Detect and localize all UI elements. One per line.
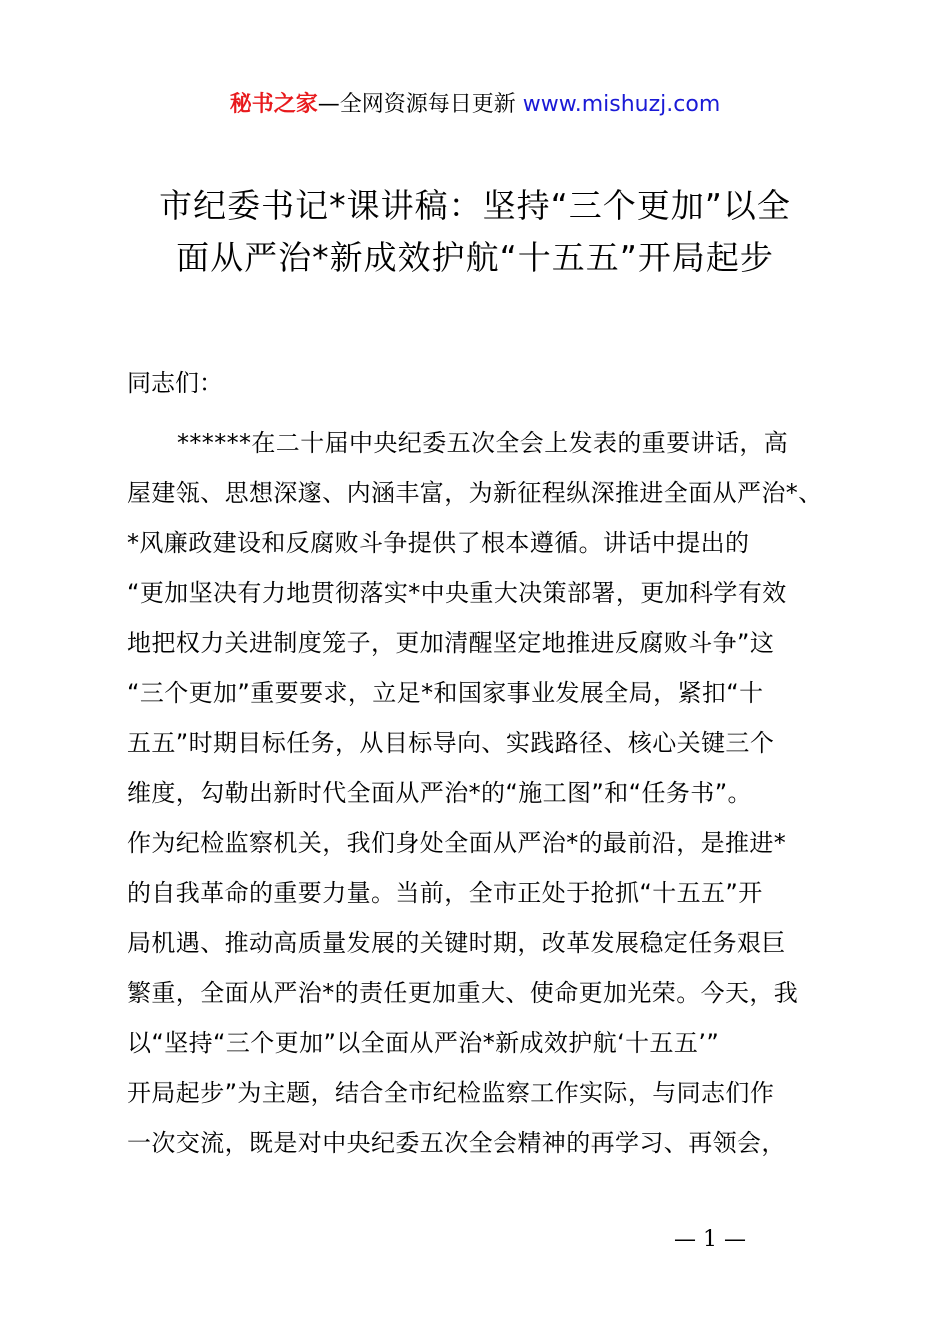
paragraph-line: “更加坚决有力地贯彻落实*中央重大决策部署，更加科学有效 [127,579,787,607]
paragraph-line: 繁重，全面从严治*的责任更加重大、使命更加光荣。今天，我 [127,979,799,1007]
paragraph-line: ******在二十届中央纪委五次全会上发表的重要讲话，高 [177,429,789,457]
site-header [0,88,950,122]
paragraph-line: “三个更加”重要要求，立足*和国家事业发展全局，紧扣“十 [127,679,764,707]
paragraph-line: 以“坚持“三个更加”以全面从严治*新成效护航‘十五五’” [127,1029,720,1057]
header-url-link[interactable]: www.mishuzj.com [522,92,721,117]
paragraph-line: 局机遇、推动高质量发展的关键时期，改革发展稳定任务艰巨 [127,929,786,957]
body-paragraph [127,418,847,1168]
page-number: — 1 — [674,1227,746,1252]
paragraph-line: 维度，勾勒出新时代全面从严治*的“施工图”和“任务书”。 [127,779,752,807]
greeting: 同志们： [127,369,223,397]
document-title [100,180,850,284]
header-tagline: —全网资源每日更新 [317,92,523,117]
paragraph-line: *风廉政建设和反腐败斗争提供了根本遵循。讲话中提出的 [127,529,750,557]
paragraph-line: 五五”时期目标任务，从目标导向、实践路径、核心关键三个 [127,729,775,757]
brand-name: 秘书之家 [229,92,318,117]
paragraph-line: 屋建瓴、思想深邃、内涵丰富，为新征程纵深推进全面从严治*、 [127,479,823,507]
paragraph-line: 开局起步”为主题，结合全市纪检监察工作实际，与同志们作 [127,1079,775,1107]
paragraph-line: 地把权力关进制度笼子，更加清醒坚定地推进反腐败斗争”这 [127,629,775,657]
paragraph-line: 作为纪检监察机关，我们身处全面从严治*的最前沿，是推进* [127,829,787,857]
paragraph-line: 的自我革命的重要力量。当前，全市正处于抢抓“十五五”开 [127,879,763,907]
title-line-1: 市纪委书记*课讲稿：坚持“三个更加”以全 [159,186,791,225]
paragraph-line: 一次交流，既是对中央纪委五次全会精神的再学习、再领会， [127,1129,786,1157]
title-line-2: 面从严治*新成效护航“十五五”开局起步 [176,238,774,277]
